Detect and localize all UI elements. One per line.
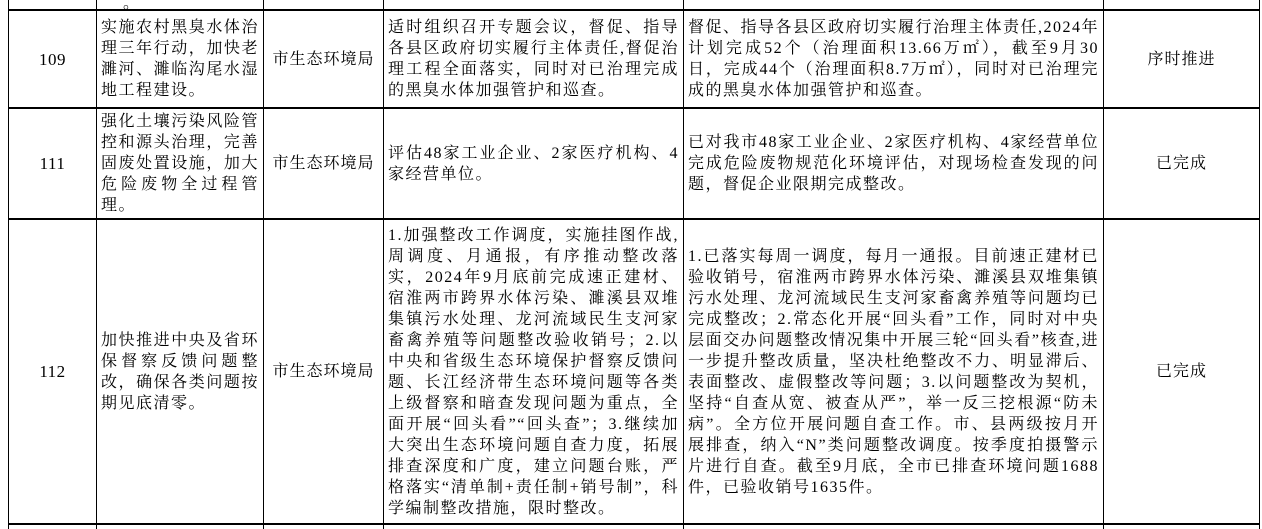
department-cell: 市生态环境局 (264, 219, 384, 524)
seq-cell: 111 (9, 108, 97, 219)
seq-cell: 109 (9, 10, 97, 108)
department-cell (264, 0, 384, 10)
task-text-fragment: 。 (123, 0, 141, 10)
table-row-111 (9, 108, 1260, 219)
seq-cell (9, 0, 97, 10)
table-row-partial-top (9, 0, 1260, 10)
status-cell (1104, 524, 1260, 529)
progress-cell: 督促、指导各县区政府切实履行治理主体责任,2024年计划完成52个（治理面积13.66万㎡），截至9月30日，完成44个（治理面积8.7万㎡），同时对已治理完成的黑臭水体加强管护和巡查。 (684, 10, 1104, 108)
measures-cell: 评估48家工业企业、2家医疗机构、4家经营单位。 (384, 108, 684, 219)
seq-cell: 112 (9, 219, 97, 524)
table-row-112 (9, 219, 1260, 524)
measures-cell: 适时组织召开专题会议，督促、指导各县区政府切实履行主体责任,督促治理工程全面落实，同时对已治理完成的黑臭水体加强管护和巡查。 (384, 10, 684, 108)
table-row-partial-bottom (9, 524, 1260, 529)
progress-cell (684, 524, 1104, 529)
progress-cell: 1.已落实每周一调度，每月一通报。目前速正建材已验收销号，宿淮两市跨界水体污染、濉溪县双堆集镇污水处理、龙河流域民生支河家畜禽养殖等问题均已完成整改；2.常态化开展“回头看”工作，同时对中央层面交办问题整改情况集中开展三轮“回头看”核查,进一步提升整改质量，坚决杜绝整改不力、明显滞后、表面整改、虚假整改等问题；3.以问题整改为契机，坚持“自查从宽、被查从严”，举一反三挖根源“防未病”。全方位开展问题自查工作。市、县两级按月开展排查，纳入“N”类问题整改调度。按季度拍摄警示片进行自查。截至9月底，全市已排查环境问题1688件，已验收销号1635件。 (684, 219, 1104, 524)
progress-cell: 已对我市48家工业企业、2家医疗机构、4家经营单位完成危险废物规范化环境评估，对现场检查发现的问题，督促企业限期完成整改。 (684, 108, 1104, 219)
department-cell (264, 524, 384, 529)
task-cell: 实施农村黑臭水体治理三年行动，加快老濉河、濉临沟尾水湿地工程建设。 (97, 10, 264, 108)
status-cell: 已完成 (1104, 108, 1260, 219)
department-cell: 市生态环境局 (264, 108, 384, 219)
seq-cell (9, 524, 97, 529)
table-row-109 (9, 10, 1260, 108)
progress-table (8, 0, 1260, 529)
status-cell (1104, 0, 1260, 10)
measures-cell (384, 0, 684, 10)
task-cell (97, 0, 264, 10)
task-cell (97, 524, 264, 529)
task-cell: 加快推进中央及省环保督察反馈问题整改，确保各类问题按期见底清零。 (97, 219, 264, 524)
status-cell: 已完成 (1104, 219, 1260, 524)
progress-cell (684, 0, 1104, 10)
task-cell: 强化土壤污染风险管控和源头治理，完善固废处置设施，加大危险废物全过程管理。 (97, 108, 264, 219)
measures-cell (384, 524, 684, 529)
status-cell: 序时推进 (1104, 10, 1260, 108)
department-cell: 市生态环境局 (264, 10, 384, 108)
measures-cell: 1.加强整改工作调度，实施挂图作战,周调度、月通报，有序推动整改落实，2024年9月底前完成速正建材、宿淮两市跨界水体污染、濉溪县双堆集镇污水处理、龙河流域民生支河家畜禽养殖等问题整改验收销号；2.以中央和省级生态环境保护督察反馈问题、长江经济带生态环境问题等各类上级督察和暗查发现问题为重点，全面开展“回头看”“回头查”；3.继续加大突出生态环境问题自查力度，拓展排查深度和广度，建立问题台账，严格落实“清单制+责任制+销号制”，科学编制整改措施，限时整改。 (384, 219, 684, 524)
